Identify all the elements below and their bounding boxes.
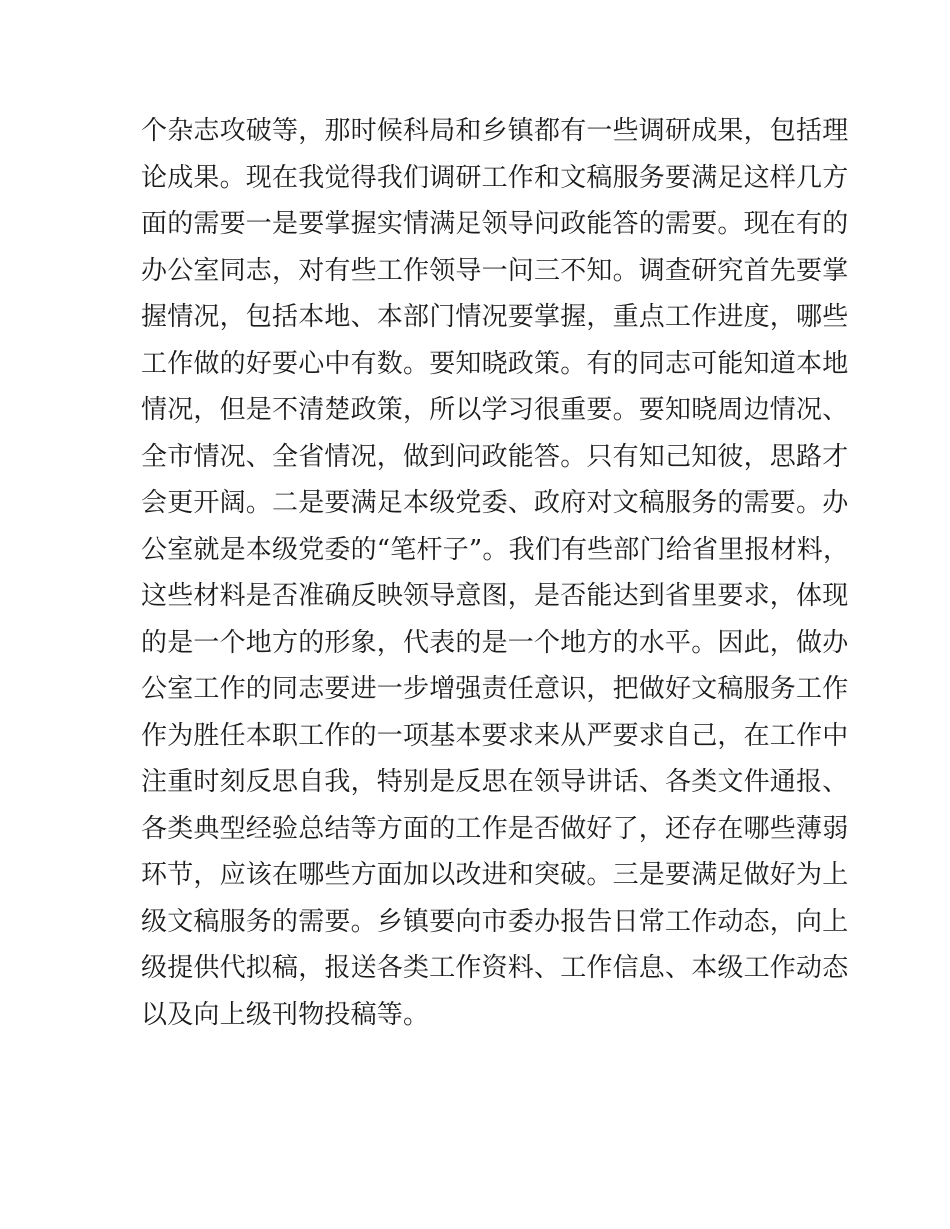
- body-text: [141, 108, 850, 1038]
- text-line: 情况，但是不清楚政策，所以学习很重要。要知晓周边情况、: [141, 395, 849, 425]
- text-line: 会更开阔。二是要满足本级党委、政府对文稿服务的需要。办: [141, 488, 849, 518]
- text-line: 级文稿服务的需要。乡镇要向市委办报告日常工作动态，向上: [141, 906, 849, 937]
- text-line: 个杂志攻破等，那时候科局和乡镇都有一些调研成果，包括理: [141, 116, 849, 146]
- text-line: 各类典型经验总结等方面的工作是否做好了，还存在哪些薄弱: [141, 813, 849, 844]
- text-line: 公室工作的同志要进一步增强责任意识，把做好文稿服务工作: [141, 674, 849, 704]
- text-line: 工作做的好要心中有数。要知晓政策。有的同志可能知道本地: [141, 348, 849, 379]
- text-line: 作为胜任本职工作的一项基本要求来从严要求自己，在工作中: [141, 720, 849, 751]
- text-line: 环节，应该在哪些方面加以改进和突破。三是要满足做好为上: [141, 860, 849, 890]
- text-line: 级提供代拟稿，报送各类工作资料、工作信息、本级工作动态: [141, 953, 849, 983]
- text-line: 以及向上级刊物投稿等。: [141, 999, 430, 1030]
- text-line: 握情况，包括本地、本部门情况要掌握，重点工作进度，哪些: [141, 302, 849, 332]
- text-line: 全市情况、全省情况，做到问政能答。只有知己知彼，思路才: [141, 441, 849, 472]
- text-line: 注重时刻反思自我，特别是反思在领导讲话、各类文件通报、: [141, 767, 849, 797]
- text-line: 论成果。现在我觉得我们调研工作和文稿服务要满足这样几方: [141, 162, 849, 193]
- text-line: 公室就是本级党委的“笔杆子”。我们有些部门给省里报材料，: [141, 534, 850, 565]
- text-line: 面的需要一是要掌握实情满足领导问政能答的需要。现在有的: [141, 209, 849, 239]
- text-line: 办公室同志，对有些工作领导一问三不知。调查研究首先要掌: [141, 255, 849, 286]
- text-line: 这些材料是否准确反映领导意图，是否能达到省里要求，体现: [141, 581, 849, 611]
- text-line: 的是一个地方的形象，代表的是一个地方的水平。因此，做办: [141, 627, 849, 658]
